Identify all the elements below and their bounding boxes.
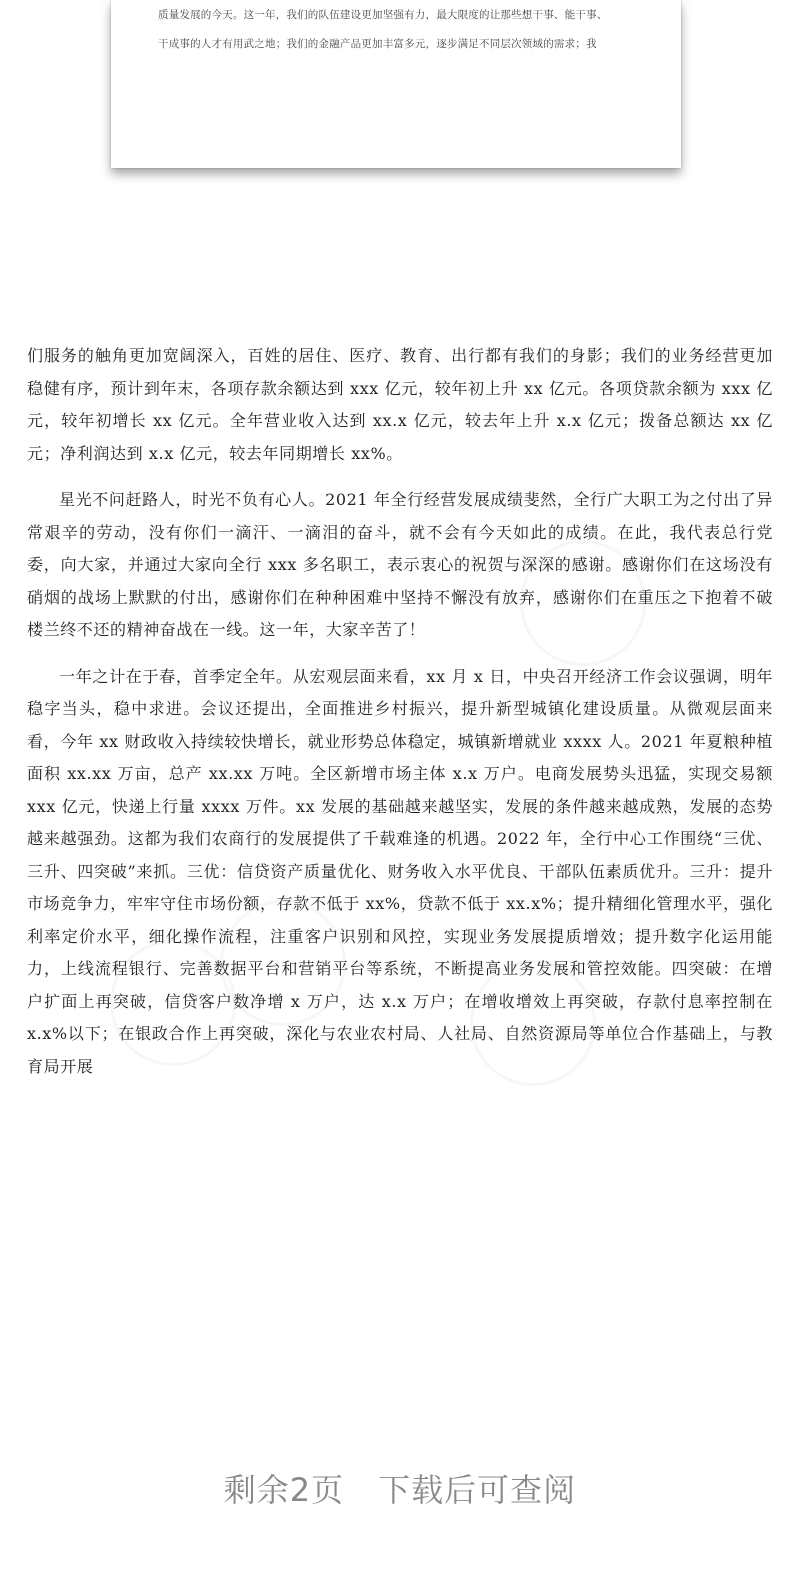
download-to-view-label[interactable]: 下载后可查阅 (378, 1471, 577, 1509)
paragraph: 一年之计在于春，首季定全年。从宏观层面来看，xx 月 x 日，中央召开经济工作会议强调，明年稳字当头，稳中求进。会议还提出，全面推进乡村振兴，提升新型城镇化建设质量。从微观层面来看，今年 xx 财政收入持续较快增长，就业形势总体稳定，城镇新增就业 xxxx 人。2021 年夏粮种植面积 xx.xx 万亩，总产 xx.xx 万吨。全区新增市场主体 x.x 万户。电商发展势头迅猛，实现交易额 xxx 亿元，快递上行量 xxxx 万件。xx 发展的基础越来越坚实，发展的条件越来越成熟，发展的态势越来越强劲。这都为我们农商行的发展提供了千载难逢的机遇。2022 年，全行中心工作围绕“三优、三升、四突破”来抓。三优：信贷资产质量优化、财务收入水平优良、干部队伍素质优升。三升：提升市场竞争力，牢牢守住市场份额，存款不低于 xx%，贷款不低于 xx.x%；提升精细化管理水平，强化利率定价水平，细化操作流程，注重客户识别和风控，实现业务发展提质增效；提升数字化运用能力，上线流程银行、完善数据平台和营销平台等系统，不断提高业务发展和管控效能。四突破：在增户扩面上再突破，信贷客户数净增 x 万户，达 x.x 万户；在增收增效上再突破，存款付息率控制在 x.x%以下；在银政合作上再突破，深化与农业农村局、人社局、自然资源局等单位合作基础上，与教育局开展 (27, 666, 773, 1076)
paragraph: 星光不问赶路人，时光不负有心人。2021 年全行经营发展成绩斐然，全行广大职工为之付出了异常艰辛的劳动，没有你们一滴汗、一滴泪的奋斗，就不会有今天如此的成绩。在此，我代表总行党委，向大家，并通过大家向全行 xxx 多名职工，表示衷心的祝贺与深深的感谢。感谢你们在这场没有硝烟的战场上默默的付出，感谢你们在种种困难中坚持不懈没有放弃，感谢你们在重压之下抱着不破楼兰终不还的精神奋战在一线。这一年，大家辛苦了！ (27, 490, 773, 639)
preview-page-card (111, 0, 681, 168)
preview-text-line: 干成事的人才有用武之地；我们的金融产品更加丰富多元，逐步满足不同层次领域的需求；我 (158, 38, 597, 50)
preview-text-line: 质量发展的今天。这一年，我们的队伍建设更加坚强有力，最大限度的让那些想干事、能干事、 (158, 9, 608, 21)
document-body (27, 340, 773, 1097)
remaining-pages-banner[interactable] (0, 1465, 800, 1511)
remaining-pages-label: 剩余2页 (223, 1471, 345, 1509)
paragraph-continued: 们服务的触角更加宽阔深入，百姓的居住、医疗、教育、出行都有我们的身影；我们的业务经营更加稳健有序，预计到年末，各项存款余额达到 xxx 亿元，较年初上升 xx 亿元。各项贷款余额为 xxx 亿元，较年初增长 xx 亿元。全年营业收入达到 xx.x 亿元，较去年上升 x.x 亿元；拨备总额达 xx 亿元；净利润达到 x.x 亿元，较去年同期增长 xx%。 (27, 346, 773, 463)
